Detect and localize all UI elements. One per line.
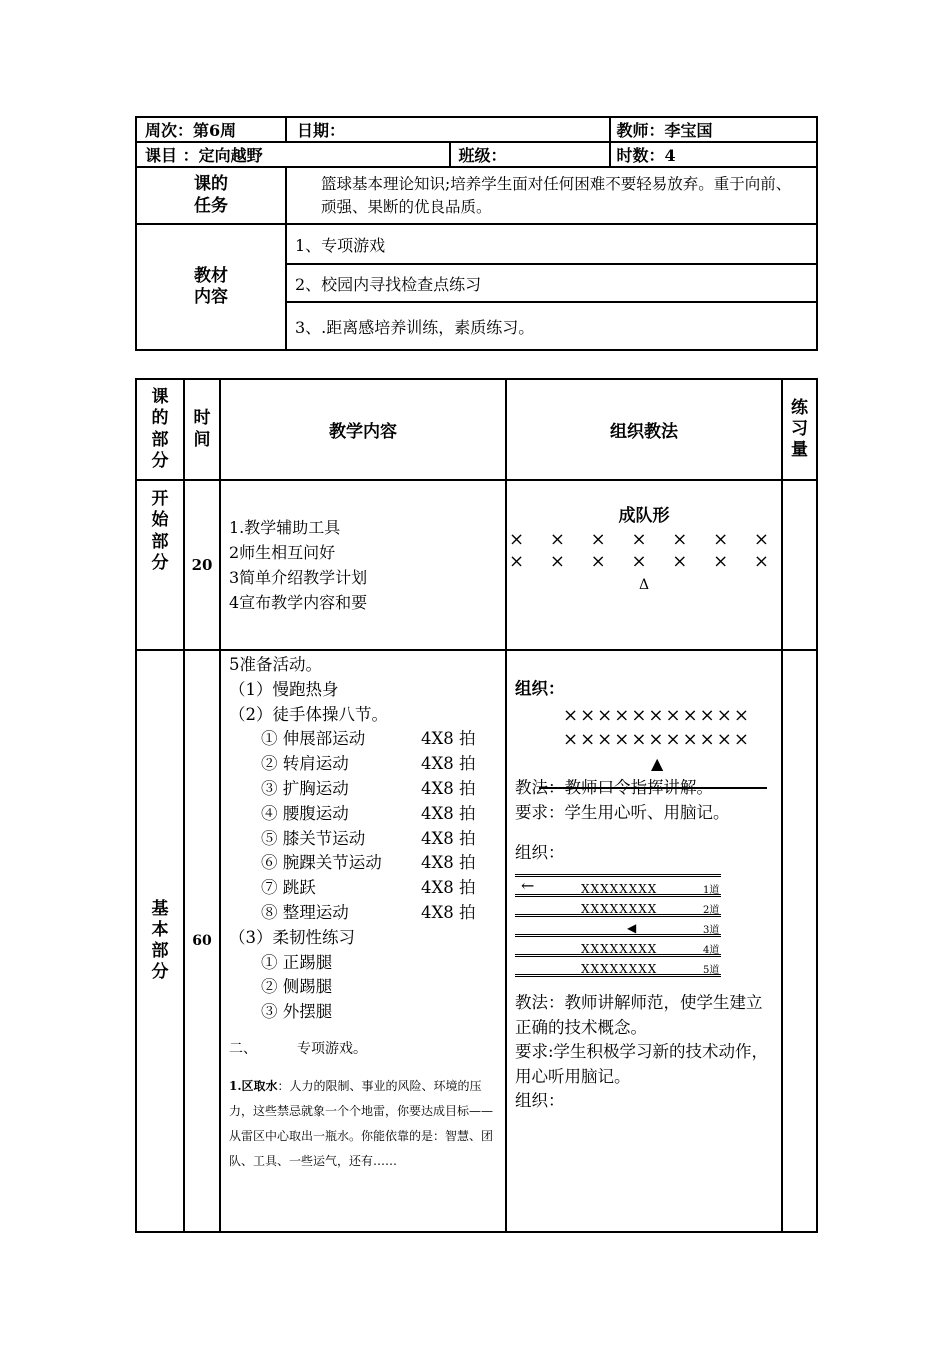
lane-label: 1道 [703,884,720,896]
lane [515,917,721,937]
subject-cell [136,142,450,167]
formation-row: × × × × × × × [509,551,779,572]
exercise-name: ⑤ 膝关节运动 [261,828,366,848]
exercise-list [229,727,499,925]
req2: 要求:学生积极学习新的技术动作，用心听用脑记。 [515,1042,769,1086]
part-char: 开 [151,489,169,509]
amount-char: 练 [791,397,808,418]
content-label-cell [136,224,286,350]
game-description [229,1074,499,1174]
game-title: 专项游戏。 [297,1040,367,1057]
exercise-name: ④ 腰腹运动 [261,803,349,823]
org-row: ××××××××××× [563,728,751,750]
exercise-beats: 4X8 拍 [421,878,476,898]
formation-row: × × × × × × × [509,529,779,550]
lane [515,957,721,977]
time-char: 间 [193,429,211,450]
start-item: 4宣布教学内容和要 [229,593,368,612]
exercise-beats: 4X8 拍 [421,729,476,749]
basic-method [506,650,782,1232]
lane-xs: XXXXXXXX [581,961,658,976]
exercise-row [261,876,499,901]
org-label: 组织： [515,679,565,698]
lane [515,937,721,957]
lane-xs: XXXXXXXX [581,941,658,956]
kick-item: ① 正踢腿 [261,952,333,972]
start-item: 3简单介绍教学计划 [229,568,368,587]
part-char: 部 [151,941,169,961]
game-name: 1.区取水 [229,1078,278,1093]
date-cell [286,117,610,142]
task-label-2: 任务 [194,195,228,216]
start-amount [782,480,817,650]
start-method [506,480,782,650]
lane-label: 3道 [703,924,720,936]
class-label: 班级： [458,146,507,165]
kick-item: ③ 外摆腿 [261,1002,333,1022]
method-header-text: 组织教法 [610,422,678,442]
exercise-name: ⑧ 整理运动 [261,902,349,922]
content-item-1: 1、专项游戏 [295,235,386,255]
hours: 时数：4 [616,146,676,165]
lane-label: 5道 [703,964,720,976]
date-label: 日期： [297,121,346,140]
exercise-beats: 4X8 拍 [421,778,476,798]
start-item: 1.教学辅助工具 [229,518,341,537]
basic-content [220,650,506,1232]
task-text-1: 篮球基本理论知识;培养学生面对任何困难不要轻易放弃。重于向前、 [321,174,792,193]
method1-line [515,776,777,801]
exercise-row [261,727,499,752]
task-label-cell [136,167,286,224]
start-time-value: 20 [191,556,213,574]
hours-cell [610,142,817,167]
game-desc: ：人力的限制、事业的风险、环境的压力，这些禁忌就象一个个地雷，你要达成目标——从雷区中心取出一瓶水。你能依靠的是：智慧、团队、工具、一些运气，还有…… [229,1078,494,1168]
content-label-1: 教材 [194,265,228,286]
start-part-label [136,480,184,650]
lane [515,897,721,917]
teacher-cell [610,117,817,142]
basic-time-value: 60 [192,933,212,949]
col-part-header [136,379,184,480]
lane-label: 2道 [703,904,720,916]
exercise-row [261,752,499,777]
col-content-header [220,379,506,480]
exercise-row [261,802,499,827]
content-item-cell [286,302,817,350]
flex-title: （3）柔韧性练习 [229,927,355,947]
kick-list [229,951,499,1025]
amount-char: 量 [791,440,808,461]
method1: 教法：教师口令指挥讲解。 [515,778,713,798]
amount-char: 习 [791,418,808,439]
teacher-marker: Δ [638,577,650,593]
part-char: 分 [151,450,169,471]
part-char: 部 [151,429,169,450]
req1: 要求：学生用心听、用脑记。 [515,802,730,822]
col-time-header [184,379,220,480]
exercise-beats: 4X8 拍 [421,754,476,774]
jog-item: （1）慢跑热身 [229,679,339,699]
header-table [135,116,818,351]
org-row: ××××××××××× [563,704,751,726]
exercise-name: ⑥ 腕踝关节运动 [261,853,382,873]
lane-diagram [515,874,721,977]
strike-line [539,787,767,789]
exercise-name: ① 伸展部运动 [261,729,366,749]
basic-time [184,650,220,1232]
part-char: 的 [151,408,169,429]
game-heading [229,1037,499,1062]
triangle-left-icon: ◀ [627,920,637,935]
part-char: 基 [151,898,169,919]
teacher-marker: ▲ [651,753,664,773]
col-amount-header [782,379,817,480]
exercise-row [261,851,499,876]
plan-table [135,378,818,1233]
class-cell [450,142,610,167]
task-text-2: 顽强、果断的优良品质。 [321,197,492,216]
subject: 课目 ：定向越野 [145,146,263,165]
gym-title: （2）徒手体操八节。 [229,704,388,724]
week: 周次：第6周 [145,121,237,140]
warmup-title: 5准备活动。 [229,655,322,674]
content-item-cell [286,264,817,302]
game-number: 二、 [229,1040,257,1057]
start-content [220,480,506,650]
exercise-beats: 4X8 拍 [421,902,476,922]
org-label-3: 组织： [515,1091,565,1111]
col-method-header [506,379,782,480]
part-char: 分 [151,962,169,983]
part-char: 部 [151,531,169,552]
week-cell [136,117,286,142]
basic-amount [782,650,817,1232]
org-label-2: 组织： [515,843,565,863]
time-char: 时 [193,408,211,429]
exercise-name: ② 转肩运动 [261,754,349,774]
org-formation [515,704,777,777]
task-label-1: 课的 [194,174,228,195]
start-time [184,480,220,650]
content-label-2: 内容 [194,287,228,307]
exercise-row [261,777,499,802]
part-char: 本 [151,919,169,940]
exercise-row [261,827,499,852]
content-item-2: 2、校园内寻找检查点练习 [295,274,482,294]
kick-item: ② 侧踢腿 [261,977,333,997]
exercise-beats: 4X8 拍 [421,828,476,848]
lane-xs: XXXXXXXX [581,881,658,896]
arrow-left-icon: ← [521,875,535,895]
exercise-row [261,901,499,926]
method2: 教法：教师讲解师范，使学生建立正确的技术概念。 [515,992,763,1037]
lane-label: 4道 [703,944,720,956]
start-item: 2师生相互问好 [229,543,336,562]
content-item-cell [286,224,817,264]
exercise-beats: 4X8 拍 [421,803,476,823]
part-char: 分 [151,552,169,573]
lane-xs: XXXXXXXX [581,901,658,916]
formation-title: 成队形 [618,506,670,526]
content-item-3: 3、.距离感培养训练，素质练习。 [295,317,535,337]
content-header-text: 教学内容 [329,422,397,442]
part-char: 课 [151,387,169,407]
exercise-beats: 4X8 拍 [421,853,476,873]
teacher: 教师：李宝国 [616,121,713,140]
lane [515,877,721,897]
task-text-cell [286,167,817,224]
basic-part-label [136,650,184,1232]
exercise-name: ⑦ 跳跃 [261,878,316,898]
exercise-name: ③ 扩胸运动 [261,778,349,798]
part-char: 始 [151,510,169,531]
